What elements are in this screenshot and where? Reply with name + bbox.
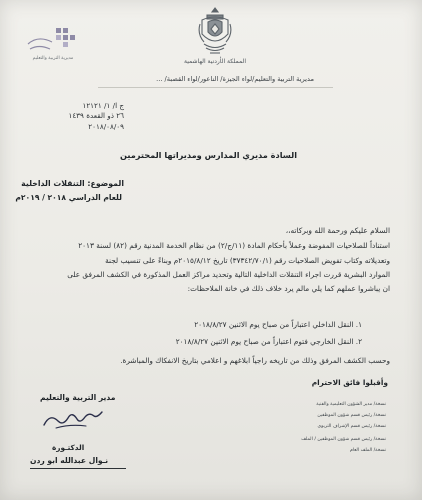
jordan-coat-of-arms-icon (197, 6, 233, 58)
cc-line: نسخة/ رئيس قسم شؤون الموظفين / الملف (301, 437, 386, 442)
regards-line: وأقبلوا فائق الاحترام (311, 378, 388, 387)
greeting: السلام عليكم ورحمة الله وبركاته،، (285, 226, 390, 235)
cc-line: نسخة/ رئيس قسم شؤون الموظفين (317, 413, 386, 418)
cc-line: نسخة/ مدير الشؤون التعليمية والفنية (316, 402, 386, 407)
signature-underline (30, 468, 126, 469)
closing-line: وحسب الكشف المرفق وذلك من تاريخه راجياً ابلاغهم و اعلامي بتاريخ الانفكاك والمباشرة. (120, 356, 390, 365)
cc-line: نسخة/ رئيس قسم الإشراف التربوي (317, 424, 386, 429)
body-paragraph-line: وتعديلاته وكتاب تفويض الصلاحيات رقم (٣٧٣٤٢/٧٠/١) تاريخ ٢٠١٥/٨/١٢م وبناءً على تنسيب لجنة (105, 256, 390, 265)
logo-caption: مديرية التربية والتعليم (32, 56, 74, 61)
reference-number: ج ا/ ١/ ١٢١٢١ (82, 101, 124, 110)
directorate-logo-icon (24, 24, 78, 56)
body-paragraph-line: الموارد البشرية قررت اجراء التنقلات الداخلية التالية وتحديد مراكز العمل المذكورة في الكشف المرفق على (67, 270, 390, 279)
signatory-role: مدير التربية والتعليم (40, 393, 116, 402)
organization-title: المملكة الأردنية الهاشمية (184, 58, 246, 65)
signatory-name: نـوال عبدالله ابو ردن (30, 456, 109, 465)
header-divider (98, 87, 333, 88)
body-paragraph-line: استناداً للصلاحيات المفوضة وعملاً بأحكام المادة (١١/ج/٢) من نظام الخدمة المدنية رقم (٨٢) لسنة ٢٠١٣ (78, 241, 390, 250)
hijri-date: ٢٦ ذو القعدة ١٤٣٩ (68, 111, 124, 120)
letter-addressee: السادة مديري المدارس ومديراتها المحترمين (119, 150, 297, 160)
body-paragraph-line: ان يباشروا عملهم كما يلي مالم يرد خلاف ذلك في خانة الملاحظات: (187, 284, 390, 293)
handwritten-signature-icon (38, 407, 108, 433)
gregorian-date: ٢٠١٨/٠٨/٠٩ (88, 122, 124, 131)
signatory-title: الدكتـورة (52, 443, 85, 452)
cc-line: نسخة/ الملف العام (349, 448, 386, 453)
letter-subject: الموضوع: التنقلات الداخلية (21, 179, 124, 188)
list-item: ٢. النقل الخارجي فتوم اعتباراً من صباح يوم الاثنين ٢٠١٨/٨/٢٧ (175, 337, 362, 346)
ministry-header-line: مديرية التربية والتعليم/لواء الجيزة/ الناعور/لواء القصبة/ ... (156, 75, 314, 83)
academic-year: للعام الدراسي ٢٠١٨ / ٢٠١٩م (15, 193, 122, 202)
list-item: ١. النقل الداخلي اعتباراً من صباح يوم الاثنين ٢٠١٨/٨/٢٧ (194, 320, 362, 329)
